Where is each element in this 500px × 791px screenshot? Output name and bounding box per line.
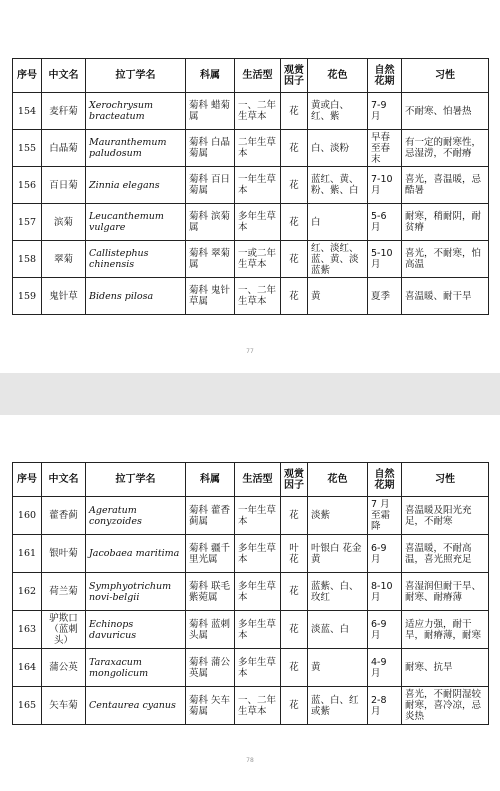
header-habit: 习性 xyxy=(402,59,489,93)
cell-life-form: 一、二年生草本 xyxy=(235,687,281,725)
cell-family: 菊科 滨菊属 xyxy=(186,204,235,241)
table-row xyxy=(13,93,489,130)
cell-no: 165 xyxy=(13,687,42,725)
header-no: 序号 xyxy=(13,59,42,93)
cell-no: 154 xyxy=(13,93,42,130)
cell-flowering-period: 5-6 月 xyxy=(368,204,402,241)
header-family: 科属 xyxy=(186,463,235,497)
cell-no: 160 xyxy=(13,497,42,535)
cell-no: 164 xyxy=(13,649,42,687)
cell-habit: 喜温暖，不耐高温，喜光照充足 xyxy=(402,535,489,573)
cell-chinese-name: 白晶菊 xyxy=(42,130,86,167)
cell-family: 菊科 蒲公英属 xyxy=(186,649,235,687)
cell-ornamental: 花 xyxy=(281,204,308,241)
cell-family: 菊科 联毛紫菀属 xyxy=(186,573,235,611)
cell-family: 菊科 蜡菊属 xyxy=(186,93,235,130)
cell-life-form: 一、二年生草本 xyxy=(235,93,281,130)
cell-habit: 适应力强，耐干旱，耐瘠薄，耐寒 xyxy=(402,611,489,649)
cell-flower-color: 淡蓝、白 xyxy=(308,611,368,649)
cell-flower-color: 蓝紫、白、玫红 xyxy=(308,573,368,611)
cell-flowering-period: 2-8 月 xyxy=(368,687,402,725)
cell-chinese-name: 荷兰菊 xyxy=(42,573,86,611)
header-ornamental: 观赏因子 xyxy=(281,463,308,497)
table-row xyxy=(13,573,489,611)
cell-life-form: 二年生草本 xyxy=(235,130,281,167)
cell-habit: 喜光，不耐寒，怕高温 xyxy=(402,241,489,278)
cell-ornamental: 叶 花 xyxy=(281,535,308,573)
table-row xyxy=(13,130,489,167)
table-row xyxy=(13,535,489,573)
cell-latin-name: Bidens pilosa xyxy=(86,278,186,315)
cell-ornamental: 花 xyxy=(281,93,308,130)
cell-no: 163 xyxy=(13,611,42,649)
cell-latin-name: Mauranthemum paludosum xyxy=(86,130,186,167)
cell-chinese-name: 翠菊 xyxy=(42,241,86,278)
cell-family: 菊科 鬼针草属 xyxy=(186,278,235,315)
header-chinese-name: 中文名 xyxy=(42,59,86,93)
cell-flowering-period: 7-9 月 xyxy=(368,93,402,130)
table-header-row xyxy=(13,463,489,497)
cell-family: 菊科 藿香蓟属 xyxy=(186,497,235,535)
cell-no: 161 xyxy=(13,535,42,573)
cell-latin-name: Ageratum conyzoides xyxy=(86,497,186,535)
cell-life-form: 一年生草本 xyxy=(235,497,281,535)
cell-family: 菊科 疆千里光属 xyxy=(186,535,235,573)
cell-flowering-period: 6-9 月 xyxy=(368,611,402,649)
cell-life-form: 一或二年生草本 xyxy=(235,241,281,278)
table-row xyxy=(13,278,489,315)
cell-latin-name: Jacobaea maritima xyxy=(86,535,186,573)
cell-chinese-name: 蒲公英 xyxy=(42,649,86,687)
cell-no: 155 xyxy=(13,130,42,167)
document-page xyxy=(0,0,500,373)
cell-ornamental: 花 xyxy=(281,130,308,167)
table-row xyxy=(13,204,489,241)
cell-flower-color: 蓝红、黄、粉、紫、白 xyxy=(308,167,368,204)
cell-flowering-period: 6-9 月 xyxy=(368,535,402,573)
cell-flower-color: 黄或白、红、紫 xyxy=(308,93,368,130)
cell-habit: 耐寒、抗旱 xyxy=(402,649,489,687)
cell-flower-color: 黄 xyxy=(308,278,368,315)
table-row xyxy=(13,611,489,649)
cell-no: 162 xyxy=(13,573,42,611)
cell-flower-color: 白 xyxy=(308,204,368,241)
cell-flowering-period: 8-10 月 xyxy=(368,573,402,611)
cell-flower-color: 蓝、白、红或紫 xyxy=(308,687,368,725)
cell-life-form: 多年生草本 xyxy=(235,649,281,687)
table-row xyxy=(13,167,489,204)
cell-flower-color: 白、淡粉 xyxy=(308,130,368,167)
cell-chinese-name: 藿香蓟 xyxy=(42,497,86,535)
cell-latin-name: Xerochrysum bracteatum xyxy=(86,93,186,130)
table-body xyxy=(13,497,489,725)
cell-latin-name: Leucanthemum vulgare xyxy=(86,204,186,241)
header-latin-name: 拉丁学名 xyxy=(86,59,186,93)
cell-no: 156 xyxy=(13,167,42,204)
cell-flowering-period: 夏季 xyxy=(368,278,402,315)
cell-life-form: 多年生草本 xyxy=(235,204,281,241)
cell-ornamental: 花 xyxy=(281,167,308,204)
cell-chinese-name: 驴欺口（蓝刺头） xyxy=(42,611,86,649)
cell-chinese-name: 滨菊 xyxy=(42,204,86,241)
cell-flower-color: 黄 xyxy=(308,649,368,687)
cell-latin-name: Echinops davuricus xyxy=(86,611,186,649)
cell-family: 菊科 矢车菊属 xyxy=(186,687,235,725)
header-family: 科属 xyxy=(186,59,235,93)
plant-table xyxy=(12,462,489,725)
plant-table xyxy=(12,58,489,315)
header-flowering-period: 自然花期 xyxy=(368,463,402,497)
cell-chinese-name: 百日菊 xyxy=(42,167,86,204)
cell-habit: 喜光，不耐阴湿较耐寒，喜冷凉，忌炎热 xyxy=(402,687,489,725)
header-habit: 习性 xyxy=(402,463,489,497)
cell-latin-name: Zinnia elegans xyxy=(86,167,186,204)
cell-ornamental: 花 xyxy=(281,278,308,315)
cell-habit: 喜温暖及阳光充足，不耐寒 xyxy=(402,497,489,535)
header-no: 序号 xyxy=(13,463,42,497)
cell-ornamental: 花 xyxy=(281,649,308,687)
cell-flowering-period: 5-10 月 xyxy=(368,241,402,278)
cell-ornamental: 花 xyxy=(281,497,308,535)
header-chinese-name: 中文名 xyxy=(42,463,86,497)
cell-habit: 喜湿润但耐干旱、耐寒、耐瘠薄 xyxy=(402,573,489,611)
cell-flower-color: 红、淡红、蓝、黄、淡蓝紫 xyxy=(308,241,368,278)
cell-life-form: 多年生草本 xyxy=(235,573,281,611)
header-life-form: 生活型 xyxy=(235,463,281,497)
cell-latin-name: Symphyotrichum novi-belgii xyxy=(86,573,186,611)
table-body xyxy=(13,93,489,315)
cell-flower-color: 叶银白 花金黄 xyxy=(308,535,368,573)
cell-family: 菊科 白晶菊属 xyxy=(186,130,235,167)
cell-habit: 喜光，喜温暖，忌酷暑 xyxy=(402,167,489,204)
cell-family: 菊科 蓝刺头属 xyxy=(186,611,235,649)
cell-chinese-name: 麦秆菊 xyxy=(42,93,86,130)
cell-no: 159 xyxy=(13,278,42,315)
cell-no: 157 xyxy=(13,204,42,241)
cell-chinese-name: 银叶菊 xyxy=(42,535,86,573)
header-latin-name: 拉丁学名 xyxy=(86,463,186,497)
cell-life-form: 一、二年生草本 xyxy=(235,278,281,315)
table-row xyxy=(13,687,489,725)
header-flower-color: 花色 xyxy=(308,463,368,497)
cell-flowering-period: 7 月至霜降 xyxy=(368,497,402,535)
page-number: 78 xyxy=(246,757,254,764)
cell-chinese-name: 矢车菊 xyxy=(42,687,86,725)
header-flowering-period: 自然花期 xyxy=(368,59,402,93)
cell-ornamental: 花 xyxy=(281,573,308,611)
cell-life-form: 一年生草本 xyxy=(235,167,281,204)
cell-habit: 喜温暖、耐干旱 xyxy=(402,278,489,315)
cell-latin-name: Taraxacum mongolicum xyxy=(86,649,186,687)
cell-habit: 不耐寒、怕暑热 xyxy=(402,93,489,130)
cell-latin-name: Callistephus chinensis xyxy=(86,241,186,278)
document-page xyxy=(0,415,500,791)
cell-flowering-period: 早春至春末 xyxy=(368,130,402,167)
cell-life-form: 多年生草本 xyxy=(235,535,281,573)
cell-ornamental: 花 xyxy=(281,687,308,725)
cell-no: 158 xyxy=(13,241,42,278)
cell-life-form: 多年生草本 xyxy=(235,611,281,649)
page-number: 77 xyxy=(246,348,254,355)
cell-chinese-name: 鬼针草 xyxy=(42,278,86,315)
cell-flowering-period: 4-9 月 xyxy=(368,649,402,687)
table-row xyxy=(13,649,489,687)
table-header-row xyxy=(13,59,489,93)
page-gap xyxy=(0,373,500,415)
cell-latin-name: Centaurea cyanus xyxy=(86,687,186,725)
cell-flowering-period: 7-10 月 xyxy=(368,167,402,204)
cell-ornamental: 花 xyxy=(281,241,308,278)
table-row xyxy=(13,497,489,535)
cell-habit: 耐寒，稍耐阴，耐贫瘠 xyxy=(402,204,489,241)
header-flower-color: 花色 xyxy=(308,59,368,93)
cell-ornamental: 花 xyxy=(281,611,308,649)
cell-flower-color: 淡紫 xyxy=(308,497,368,535)
table-row xyxy=(13,241,489,278)
cell-family: 菊科 百日菊属 xyxy=(186,167,235,204)
cell-habit: 有一定的耐寒性，忌湿涝，不耐瘠 xyxy=(402,130,489,167)
header-life-form: 生活型 xyxy=(235,59,281,93)
cell-family: 菊科 翠菊属 xyxy=(186,241,235,278)
header-ornamental: 观赏因子 xyxy=(281,59,308,93)
